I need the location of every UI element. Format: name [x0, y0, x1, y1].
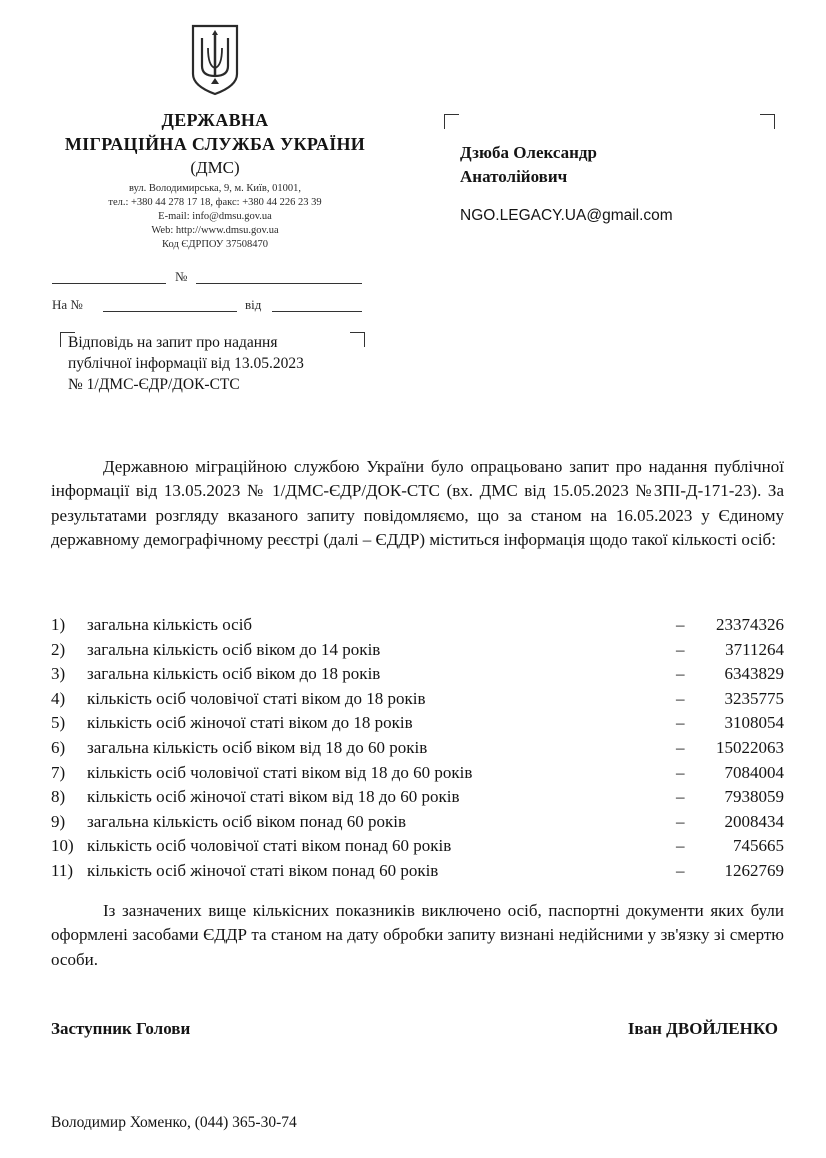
- org-name-line2: МІГРАЦІЙНА СЛУЖБА УКРАЇНИ: [64, 134, 366, 154]
- org-address: вул. Володимирська, 9, м. Київ, 01001,: [129, 183, 301, 194]
- recipient-corner-right: [760, 114, 775, 129]
- org-abbr: (ДМС): [190, 158, 240, 177]
- outgoing-date-line: [52, 283, 166, 284]
- stat-number: 6): [51, 737, 66, 757]
- subject: [68, 332, 358, 395]
- stat-number: 4): [51, 688, 66, 708]
- stat-number: 10): [51, 836, 74, 856]
- stat-label: кількість осіб жіночої статі віком понад 60 років: [87, 860, 439, 880]
- stat-value: 2008434: [724, 811, 784, 831]
- stat-dash: –: [676, 762, 685, 782]
- stat-dash: –: [676, 688, 685, 708]
- org-web: Web: http://www.dmsu.gov.ua: [151, 225, 279, 236]
- stat-row: [51, 785, 784, 810]
- signer-name: Іван ДВОЙЛЕНКО: [627, 1019, 778, 1038]
- stat-row: [51, 613, 784, 638]
- trident-emblem-icon: [190, 24, 240, 96]
- stat-label: кількість осіб чоловічої статі віком понад 60 років: [87, 836, 452, 856]
- stat-row: [51, 687, 784, 712]
- from-date-line: [272, 311, 362, 312]
- stat-value: 3711264: [725, 639, 784, 659]
- stat-row: [51, 711, 784, 736]
- stat-number: 3): [51, 664, 66, 684]
- stat-number: 8): [51, 787, 66, 807]
- stat-row: [51, 662, 784, 687]
- subject-line3: № 1/ДМС-ЄДР/ДОК-СТС: [68, 376, 240, 393]
- from-label: від: [245, 297, 262, 312]
- executor-contact: Володимир Хоменко, (044) 365-30-74: [51, 1114, 297, 1131]
- stat-label: кількість осіб жіночої статі віком до 18 років: [87, 713, 413, 733]
- stat-row: [51, 736, 784, 761]
- subject-line2: публічної інформації від 13.05.2023: [68, 355, 304, 372]
- stat-dash: –: [676, 836, 685, 856]
- stat-value: 745665: [733, 836, 784, 856]
- stat-value: 15022063: [716, 737, 784, 757]
- stat-label: кількість осіб чоловічої статі віком від 18 до 60 років: [87, 762, 473, 782]
- stats-list: [51, 613, 784, 884]
- closing-paragraph: Із зазначених вище кількісних показників виключено осіб, паспортні документи яких були оформлені засобами ЄДДР та станом на дату обробки запиту визнані недійсними у зв'язку зі смертю особи.: [51, 901, 784, 969]
- stat-value: 6343829: [724, 664, 784, 684]
- stat-number: 9): [51, 811, 66, 831]
- stat-label: загальна кількість осіб віком до 14 років: [87, 639, 381, 659]
- stat-dash: –: [676, 615, 685, 634]
- on-number-line: [103, 311, 237, 312]
- stat-number: 7): [51, 762, 66, 782]
- stat-label: загальна кількість осіб віком до 18 років: [87, 664, 381, 684]
- stat-dash: –: [676, 860, 685, 880]
- org-name-line1: ДЕРЖАВНА: [161, 110, 269, 130]
- stat-dash: –: [676, 811, 685, 831]
- stat-row: [51, 834, 784, 859]
- signer-position: Заступник Голови: [51, 1019, 191, 1038]
- outgoing-number-line: [196, 283, 362, 284]
- stat-dash: –: [676, 737, 685, 757]
- stat-dash: –: [676, 639, 685, 659]
- outgoing-number-sign: №: [175, 269, 188, 284]
- stat-value: 1262769: [724, 860, 784, 880]
- stat-row: [51, 810, 784, 835]
- stat-value: 23374326: [716, 615, 784, 634]
- org-email: E-mail: info@dmsu.gov.ua: [158, 211, 272, 222]
- stat-row: [51, 761, 784, 786]
- stat-label: загальна кількість осіб: [87, 615, 253, 634]
- stat-number: 5): [51, 713, 66, 733]
- stat-value: 7084004: [724, 762, 784, 782]
- recipient-name: [460, 141, 597, 189]
- stat-number: 2): [51, 639, 66, 659]
- subject-line1: Відповідь на запит про надання: [68, 334, 278, 351]
- recipient-name-line1: Дзюба Олександр: [460, 143, 597, 162]
- stat-row: [51, 859, 784, 884]
- stat-dash: –: [676, 664, 685, 684]
- recipient-email: NGO.LEGACY.UA@gmail.com: [460, 207, 673, 224]
- org-phone-fax: тел.: +380 44 278 17 18, факс: +380 44 226 23 39: [108, 197, 322, 208]
- stat-number: 11): [51, 860, 74, 880]
- stat-dash: –: [676, 787, 685, 807]
- recipient-name-line2: Анатолійович: [460, 167, 568, 186]
- stat-label: кількість осіб жіночої статі віком від 18 до 60 років: [87, 787, 460, 807]
- stat-dash: –: [676, 713, 685, 733]
- intro-paragraph: Державною міграційною службою України було опрацьовано запит про надання публічної інформації від 13.05.2023 № 1/ДМС-ЄДР/ДОК-СТС (вх. ДМС від 15.05.2023 №ЗПІ-Д-171-23). За результатами розгляду вказаного запиту повідомляємо, що за станом на 16.05.2023 у Єдиному державному демографічному реєстрі (далі – ЄДДР) міститься інформація щодо такої кількості осіб:: [51, 457, 784, 549]
- stat-value: 3108054: [724, 713, 784, 733]
- org-edrpou: Код ЄДРПОУ 37508470: [162, 239, 268, 250]
- stat-row: [51, 638, 784, 663]
- stat-number: 1): [51, 615, 66, 634]
- stat-value: 3235775: [724, 688, 784, 708]
- stat-label: кількість осіб чоловічої статі віком до 18 років: [87, 688, 426, 708]
- on-number-label: На №: [52, 297, 83, 312]
- stat-value: 7938059: [724, 787, 784, 807]
- stat-label: загальна кількість осіб віком від 18 до 60 років: [87, 737, 428, 757]
- stat-label: загальна кількість осіб віком понад 60 років: [87, 811, 407, 831]
- recipient-corner-left: [444, 114, 459, 129]
